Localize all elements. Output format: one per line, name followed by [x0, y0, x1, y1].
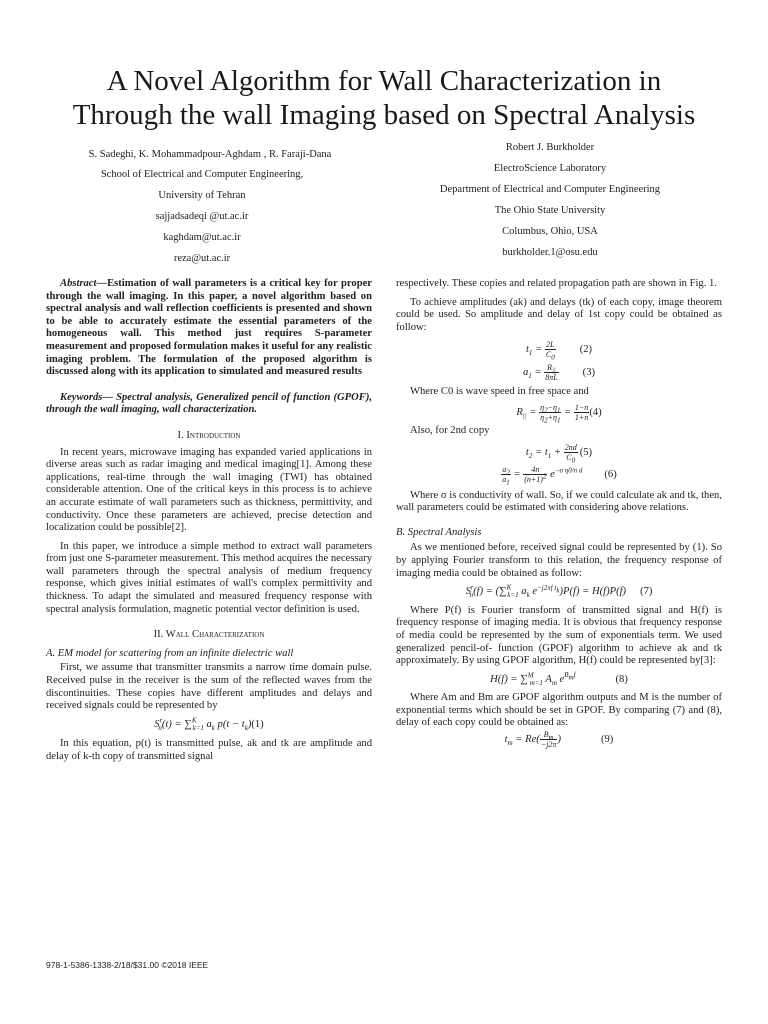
section-2-paragraph-1: First, we assume that transmitter transmits a narrow time domain pulse. Received pulse in the receiver is the sum of the reflected waves from the discontinuities. These copies have different amplitudes and delays and received signals could be represented by [46, 662, 372, 712]
abstract [46, 278, 372, 379]
right-paragraph-4: As we mentioned before, received signal could be represented by (1). So by applying Fourier transform to this relation, the frequency response of imaging media could be obtained as follow: [396, 542, 722, 579]
author2-dept: Department of Electrical and Computer Engineering [439, 184, 661, 195]
equation-7-number: (7) [640, 586, 653, 598]
equation-3: $a_1$ = $\frac{R_{||}}{8\pi L}$ (3) [522, 363, 596, 383]
equation-2-number: (2) [579, 344, 593, 356]
equation-5: $t_2 = t_1$ + $\frac{2nd}{C_0}$ (5) [525, 442, 593, 465]
author-school: School of Electrical and Computer Engineering, [100, 169, 304, 180]
where-c0: Where C0 is wave speed in free space and [410, 386, 589, 398]
equation-9: $t_m = Re$( $\frac{B_m}{-j2\pi}$ ) (9) [504, 730, 614, 750]
equation-6: $\frac{a_2}{a_1}$ = $\frac{4n}{(n+1)^2}$ $e^{-\sigma \eta 0/n d}$ (6) [502, 464, 617, 487]
section-2-heading: II. Wall Characterization [153, 629, 265, 641]
right-paragraph-5: Where P(f) is Fourier transform of transmitted signal and H(f) is frequency response of imaging media. It is obvious that frequency response of media could be represented by the sum of exponentials term. We used generalized pencil-of- function (GPOF) algorithm to achieve ak and tk approximately. By using GPOF algorithm, H(f) could be represented by[3]: [396, 604, 722, 667]
section-2-paragraph-2: In this equation, p(t) is transmitted pulse, ak and tk are amplitude and delay of k-th copy of transmitted signal [46, 738, 372, 762]
author-email-2: kaghdam@ut.ac.ir [163, 232, 241, 243]
right-paragraph-1: respectively. These copies and related propagation path are shown in Fig. 1. [396, 278, 717, 289]
also-second-copy: Also, for 2nd copy [410, 424, 490, 436]
equation-4-number: (4) [589, 406, 602, 418]
right-paragraph-6: Where Am and Bm are GPOF algorithm outputs and M is the number of exponential terms which should be set in GPOF. By comparing (7) and (8), delay of each copy could be obtained as: [396, 692, 722, 729]
author-email-1: sajjadsadeqi @ut.ac.ir [155, 211, 249, 222]
author2-lab: ElectroScience Laboratory [493, 163, 607, 174]
equation-3-number: (3) [582, 367, 596, 379]
equation-1-number: (1) [251, 718, 264, 730]
equation-5-number: (5) [579, 446, 593, 458]
equation-4: $R_{||}$ = $\frac{\eta_2-\eta_1}{\eta_2+\eta_1}$ = $\frac{1-n}{1+n}$ (4) [516, 402, 602, 425]
equation-7: $S^r_n(f) = (\sum^K_{k=1}$ $a_k$ $e^{-j2\pi f t_k})P(f) = H(f)P(f)$ (7) [465, 583, 653, 600]
subsection-b-heading: B. Spectral Analysis [396, 526, 482, 538]
equation-1: $S^r_n(t) = \sum^K_{k=1}$ $a_k$ $p(t - t_k)(1)$ [154, 716, 264, 732]
footer-copyright: 978-1-5386-1338-2/18/$31.00 ©2018 IEEE [46, 960, 209, 970]
keywords-label: Keywords— [60, 391, 113, 403]
intro-paragraph-1: In recent years, microwave imaging has expanded varied applications in diverse areas such as radar imaging and medical imaging[1]. Among these applications, real-time through the wall imaging (TWI) has obtained considerable attention. One of the critical keys in this process is to achieve an accurate estimate of wall parameters such as thickness, permittivity, and conductivity. Once these parameters are achieved, precise detection and localization could be possible[2]. [46, 446, 372, 534]
equation-8-number: (8) [615, 673, 628, 685]
paper-title-line1: A Novel Algorithm for Wall Characterization in [106, 65, 662, 97]
author2-email: burkholder.1@osu.edu [502, 247, 598, 258]
abstract-text: Estimation of wall parameters is a critical key for proper through the wall imaging. In this paper, a novel algorithm based on spectral analysis and wall reflection coefficients is presented and shown to be able to accurately estimate the essential parameters of the homogeneous wall. This method just requires S-parameter measurement and proposed formulation makes it useful for any realistic imaging problem. The formulation of the proposed algorithm is discussed along with its application to simulated and measured results [46, 278, 372, 378]
author2-university: The Ohio State University [494, 205, 606, 216]
section-1-heading: I. Introduction [177, 429, 241, 441]
author-university: University of Tehran [158, 190, 246, 201]
paper-title-line2: Through the wall Imaging based on Spectral Analysis [72, 99, 696, 131]
equation-8: H(f) = ∑$^M_{m=1}$ $A_m$ $e^{B_mf}$ (8) [490, 671, 628, 687]
equation-2: $t_1$ = $\frac{2L}{C_0}$ (2) [525, 340, 593, 362]
abstract-label: Abstract— [60, 278, 108, 289]
subsection-a-heading: A. EM model for scattering from an infinite dielectric wall [46, 647, 294, 659]
right-column [396, 278, 722, 749]
equation-6-number: (6) [604, 468, 617, 480]
left-column [46, 278, 372, 764]
right-paragraph-2: To achieve amplitudes (ak) and delays (tk) of each copy, image theorem could be used. So amplitude and delay of 1st copy could be obtained as follow: [396, 296, 722, 333]
author-names: S. Sadeghi, K. Mohammadpour-Aghdam , R. Faraji-Dana [88, 149, 332, 160]
author2-city: Columbus, Ohio, USA [502, 226, 598, 237]
keywords [46, 392, 372, 417]
equation-9-number: (9) [600, 734, 614, 745]
intro-paragraph-2: In this paper, we introduce a simple method to extract wall parameters from just one S-parameter measurement. This method acquires the necessary wall parameters through the spectral analysis of medium frequency response, which gives initial estimates of wall's complex permittivity and thickness. To adapt the simulated and measured frequency response with spectral analysis formulation, magnetic potential vector definition is used. [46, 540, 372, 615]
right-paragraph-3: Where σ is conductivity of wall. So, if we could calculate ak and tk, then, wall parameters could be estimated with considering above relations. [396, 489, 722, 514]
author2-name: Robert J. Burkholder [505, 142, 595, 153]
author-email-3: reza@ut.ac.ir [173, 253, 231, 264]
keywords-text: Spectral analysis, Generalized pencil of function (GPOF), through the wall imaging, wall characterization. [46, 391, 372, 416]
